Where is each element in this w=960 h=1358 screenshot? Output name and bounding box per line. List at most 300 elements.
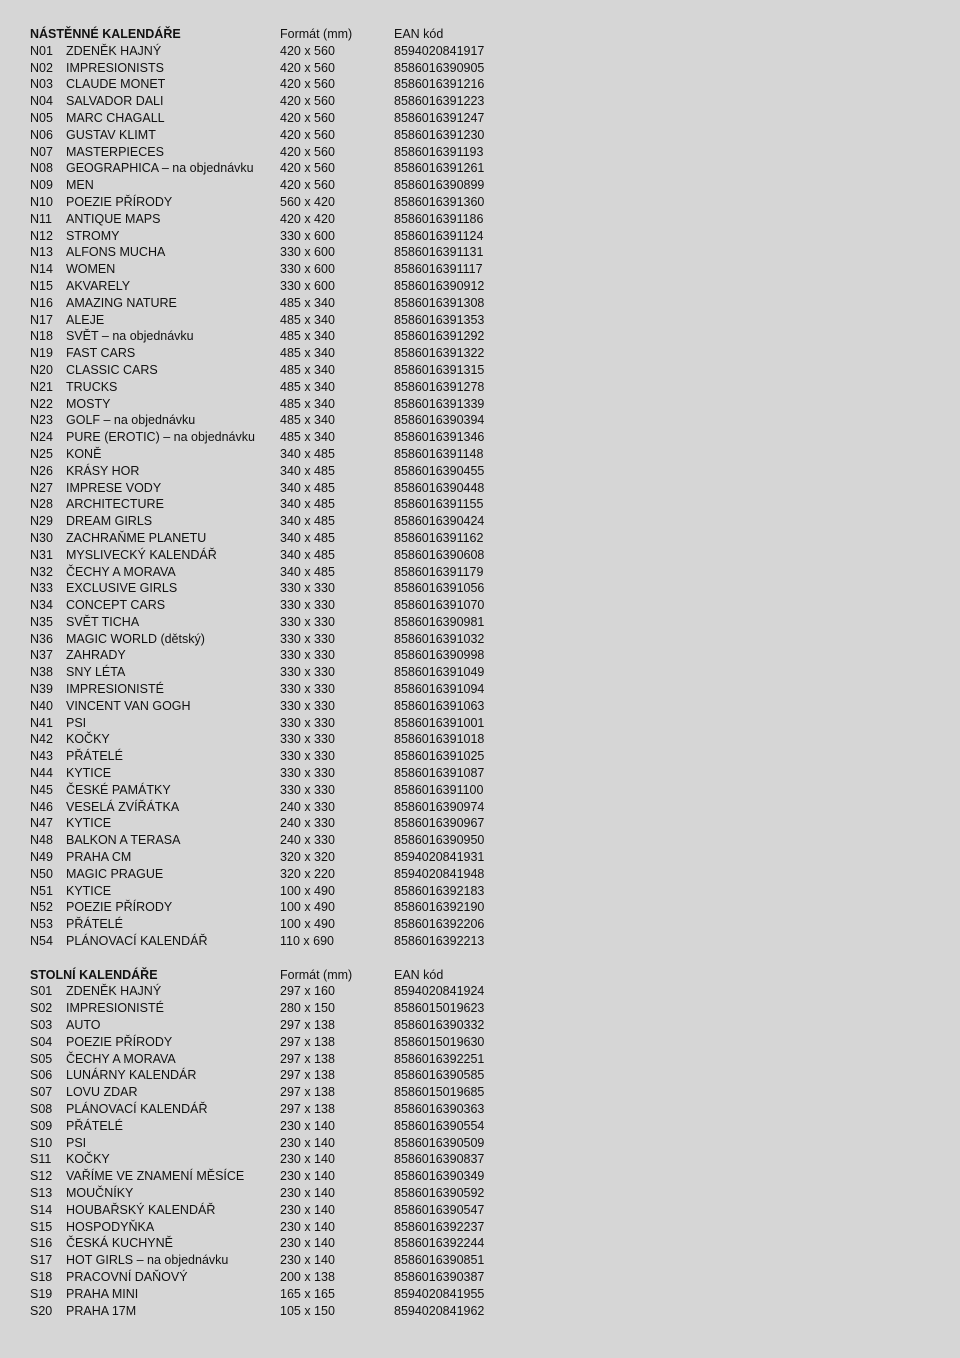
table-row: [0, 1017, 960, 1034]
item-ean: 8586015019685: [394, 1085, 485, 1100]
item-format: 485 x 340: [280, 329, 335, 344]
item-code: S01: [30, 984, 53, 999]
item-code: N26: [30, 463, 53, 478]
section-title: NÁSTĚNNÉ KALENDÁŘE: [30, 27, 181, 41]
item-format: 297 x 160: [280, 984, 335, 999]
item-code: S11: [30, 1152, 52, 1167]
item-name: AKVARELY: [66, 278, 131, 293]
item-code: N12: [30, 228, 53, 243]
item-format: 330 x 600: [280, 278, 335, 293]
table-row: [0, 513, 960, 530]
item-ean: 8586016392251: [394, 1051, 485, 1066]
item-ean: 8586016390905: [394, 60, 485, 75]
item-format: 340 x 485: [280, 463, 335, 478]
table-row: [0, 547, 960, 564]
item-name: HOT GIRLS – na objednávku: [66, 1253, 229, 1268]
item-code: N01: [30, 43, 53, 58]
item-format: 340 x 485: [280, 446, 335, 461]
item-format: 105 x 150: [280, 1303, 335, 1318]
item-name: PRAHA CM: [66, 850, 132, 865]
item-format: 330 x 330: [280, 598, 335, 613]
item-code: S12: [30, 1169, 53, 1184]
item-name: SVĚT TICHA: [66, 614, 140, 629]
item-format: 230 x 140: [280, 1152, 335, 1167]
table-row: [0, 228, 960, 245]
table-row: [0, 1252, 960, 1269]
item-name: POEZIE PŘÍRODY: [66, 194, 173, 209]
item-code: N03: [30, 77, 53, 92]
item-ean: 8586016390455: [394, 463, 485, 478]
item-name: PRACOVNÍ DAŇOVÝ: [66, 1269, 188, 1284]
item-code: S04: [30, 1034, 53, 1049]
item-ean: 8586016390547: [394, 1202, 485, 1217]
item-code: N06: [30, 127, 53, 142]
item-format: 340 x 485: [280, 480, 335, 495]
ean-column-header: EAN kód: [394, 27, 444, 41]
item-name: ZACHRAŇME PLANETU: [66, 530, 207, 545]
item-name: CLASSIC CARS: [66, 362, 158, 377]
item-ean: 8586016390509: [394, 1135, 485, 1150]
item-ean: 8586016390424: [394, 514, 485, 529]
item-name: PRAHA MINI: [66, 1286, 139, 1301]
item-format: 330 x 330: [280, 749, 335, 764]
item-ean: 8586016390981: [394, 614, 485, 629]
item-format: 165 x 165: [280, 1286, 335, 1301]
item-ean: 8594020841948: [394, 866, 485, 881]
item-format: 230 x 140: [280, 1185, 335, 1200]
item-code: N11: [30, 211, 53, 226]
item-format: 485 x 340: [280, 413, 335, 428]
table-row: [0, 396, 960, 413]
item-ean: 8586016392190: [394, 900, 485, 915]
table-row: [0, 1084, 960, 1101]
item-name: MOUČNÍKY: [66, 1185, 134, 1200]
item-format: 420 x 560: [280, 43, 335, 58]
table-row: [0, 496, 960, 513]
item-code: S18: [30, 1269, 53, 1284]
item-name: KOČKY: [66, 1152, 110, 1167]
item-ean: 8586016391315: [394, 362, 485, 377]
item-name: FAST CARS: [66, 346, 136, 361]
table-row: [0, 631, 960, 648]
item-format: 485 x 340: [280, 430, 335, 445]
item-code: N07: [30, 144, 53, 159]
item-name: KYTICE: [66, 883, 112, 898]
item-format: 420 x 560: [280, 161, 335, 176]
item-code: S16: [30, 1236, 53, 1251]
item-ean: 8586016390554: [394, 1118, 485, 1133]
item-ean: 8586016390837: [394, 1152, 485, 1167]
item-format: 330 x 330: [280, 614, 335, 629]
item-format: 297 x 138: [280, 1102, 335, 1116]
item-code: N15: [30, 278, 53, 293]
item-name: ZAHRADY: [66, 648, 126, 663]
item-ean: 8586016391193: [394, 144, 484, 159]
item-ean: 8586016392237: [394, 1219, 485, 1234]
item-code: N24: [30, 430, 53, 445]
item-format: 297 x 138: [280, 1051, 335, 1066]
item-name: GOLF – na objednávku: [66, 413, 196, 428]
item-format: 240 x 330: [280, 799, 335, 814]
item-ean: 8586016391322: [394, 346, 485, 361]
item-ean: 8586016391308: [394, 295, 485, 310]
table-row: [0, 916, 960, 933]
item-code: N02: [30, 60, 53, 75]
table-row: [0, 429, 960, 446]
item-code: N21: [30, 379, 53, 394]
table-row: [0, 362, 960, 379]
item-code: N05: [30, 110, 53, 125]
table-row: [0, 731, 960, 748]
item-name: IMPRESIONISTÉ: [66, 1001, 164, 1016]
item-format: 297 x 138: [280, 1068, 335, 1083]
item-ean: 8586016392183: [394, 883, 485, 898]
item-name: WOMEN: [66, 262, 116, 277]
item-name: KONĚ: [66, 446, 102, 461]
item-ean: 8586016390592: [394, 1185, 485, 1200]
item-code: N16: [30, 295, 53, 310]
item-code: S17: [30, 1253, 53, 1268]
item-ean: 8586016391339: [394, 396, 485, 411]
item-format: 100 x 490: [280, 883, 335, 898]
item-format: 330 x 330: [280, 648, 335, 663]
table-row: [0, 899, 960, 916]
item-name: IMPRESIONISTS: [66, 60, 164, 75]
table-row: [0, 1185, 960, 1202]
item-ean: 8586016391292: [394, 329, 485, 344]
item-ean: 8586016392213: [394, 934, 485, 949]
table-row: [0, 597, 960, 614]
item-code: N47: [30, 816, 53, 831]
table-row: [0, 177, 960, 194]
item-ean: 8594020841962: [394, 1303, 485, 1318]
item-ean: 8586015019623: [394, 1001, 485, 1016]
table-row: [0, 1286, 960, 1303]
item-format: 340 x 485: [280, 547, 335, 562]
desk-calendars-section: [0, 967, 960, 1320]
item-name: KRÁSY HOR: [66, 463, 140, 478]
item-code: S13: [30, 1185, 53, 1200]
item-name: TRUCKS: [66, 379, 118, 394]
item-format: 100 x 490: [280, 917, 335, 932]
table-row: [0, 1118, 960, 1135]
item-code: N39: [30, 682, 53, 697]
item-ean: 8586016390332: [394, 1018, 485, 1033]
item-format: 340 x 485: [280, 514, 335, 529]
table-row: [0, 1303, 960, 1320]
item-ean: 8586016391049: [394, 665, 485, 680]
item-code: N10: [30, 194, 53, 209]
item-code: S08: [30, 1102, 53, 1116]
item-format: 330 x 330: [280, 665, 335, 680]
item-name: SVĚT – na objednávku: [66, 329, 194, 344]
item-ean: 8586016390349: [394, 1169, 485, 1184]
item-name: SALVADOR DALI: [66, 94, 164, 109]
item-format: 340 x 485: [280, 497, 335, 512]
item-format: 297 x 138: [280, 1085, 335, 1100]
format-column-header: Formát (mm): [280, 967, 353, 982]
item-ean: 8586016391131: [394, 245, 484, 260]
item-ean: 8586016391094: [394, 682, 485, 697]
item-name: GEOGRAPHICA – na objednávku: [66, 161, 254, 176]
item-format: 485 x 340: [280, 362, 335, 377]
item-format: 420 x 420: [280, 211, 335, 226]
item-code: N42: [30, 732, 53, 747]
item-ean: 8586016391100: [394, 782, 484, 797]
item-format: 280 x 150: [280, 1001, 335, 1016]
item-format: 230 x 140: [280, 1253, 335, 1268]
item-ean: 8586016391032: [394, 631, 485, 646]
item-ean: 8586016391087: [394, 766, 485, 781]
item-name: PLÁNOVACÍ KALENDÁŘ: [66, 934, 208, 949]
item-name: MYSLIVECKÝ KALENDÁŘ: [66, 547, 217, 562]
item-code: N04: [30, 94, 53, 109]
table-row: [0, 1135, 960, 1152]
item-name: MASTERPIECES: [66, 144, 164, 159]
table-row: [0, 312, 960, 329]
table-row: [0, 211, 960, 228]
item-ean: 8586016391124: [394, 228, 484, 243]
item-code: S10: [30, 1135, 53, 1150]
item-code: N45: [30, 782, 53, 797]
table-row: [0, 127, 960, 144]
item-code: N46: [30, 799, 53, 814]
item-name: ČESKÉ PAMÁTKY: [66, 782, 171, 797]
item-name: KYTICE: [66, 766, 112, 781]
item-name: KOČKY: [66, 732, 110, 747]
item-code: N40: [30, 698, 53, 713]
item-ean: 8586016391070: [394, 598, 485, 613]
item-ean: 8586015019630: [394, 1034, 485, 1049]
table-row: [0, 463, 960, 480]
table-row: [0, 614, 960, 631]
table-row: [0, 93, 960, 110]
item-code: N31: [30, 547, 53, 562]
item-name: PSI: [66, 1135, 87, 1150]
table-row: [0, 580, 960, 597]
section-header: [0, 967, 960, 984]
table-row: [0, 60, 960, 77]
item-code: S19: [30, 1286, 53, 1301]
item-format: 485 x 340: [280, 396, 335, 411]
item-format: 330 x 330: [280, 715, 335, 730]
item-ean: 8586016391278: [394, 379, 485, 394]
table-body: [0, 983, 960, 1319]
table-row: [0, 43, 960, 60]
item-code: N50: [30, 866, 53, 881]
item-ean: 8586016390608: [394, 547, 485, 562]
item-code: S15: [30, 1219, 53, 1234]
item-name: CLAUDE MONET: [66, 77, 166, 92]
item-format: 320 x 320: [280, 850, 335, 865]
item-ean: 8586016390967: [394, 816, 485, 831]
item-name: STROMY: [66, 228, 120, 243]
item-ean: 8586016391346: [394, 430, 485, 445]
item-name: CONCEPT CARS: [66, 598, 166, 613]
item-format: 297 x 138: [280, 1018, 335, 1033]
item-format: 420 x 560: [280, 94, 335, 109]
item-code: N30: [30, 530, 53, 545]
item-ean: 8586016391148: [394, 446, 484, 461]
item-code: N33: [30, 581, 53, 596]
table-row: [0, 698, 960, 715]
item-format: 340 x 485: [280, 564, 335, 579]
item-name: KYTICE: [66, 816, 112, 831]
item-name: POEZIE PŘÍRODY: [66, 1034, 173, 1049]
item-format: 485 x 340: [280, 379, 335, 394]
item-format: 330 x 330: [280, 698, 335, 713]
item-format: 330 x 330: [280, 631, 335, 646]
item-name: ZDENĚK HAJNÝ: [66, 43, 162, 58]
item-code: N22: [30, 396, 53, 411]
item-code: N43: [30, 749, 53, 764]
section-title: STOLNÍ KALENDÁŘE: [30, 967, 158, 982]
table-row: [0, 1202, 960, 1219]
item-ean: 8586016390448: [394, 480, 485, 495]
item-name: EXCLUSIVE GIRLS: [66, 581, 178, 596]
item-code: S05: [30, 1051, 53, 1066]
item-name: MOSTY: [66, 396, 111, 411]
item-name: PŘÁTELÉ: [66, 749, 123, 764]
table-row: [0, 1219, 960, 1236]
item-code: S20: [30, 1303, 53, 1318]
table-row: [0, 832, 960, 849]
item-ean: 8586016391117: [394, 262, 483, 277]
item-ean: 8586016391353: [394, 312, 485, 327]
item-name: AUTO: [66, 1018, 101, 1033]
item-ean: 8586016392206: [394, 917, 485, 932]
item-ean: 8586016391247: [394, 110, 485, 125]
item-name: ALFONS MUCHA: [66, 245, 166, 260]
table-row: [0, 379, 960, 396]
item-ean: 8586016391018: [394, 732, 485, 747]
item-ean: 8586016391162: [394, 530, 484, 545]
item-format: 330 x 330: [280, 581, 335, 596]
item-name: MAGIC WORLD (dětský): [66, 631, 205, 646]
item-format: 200 x 138: [280, 1269, 335, 1284]
item-format: 240 x 330: [280, 816, 335, 831]
item-code: N17: [30, 312, 53, 327]
table-row: [0, 765, 960, 782]
item-ean: 8586016390394: [394, 413, 485, 428]
item-name: SNY LÉTA: [66, 665, 126, 680]
table-row: [0, 782, 960, 799]
table-row: [0, 647, 960, 664]
table-row: [0, 76, 960, 93]
item-code: N09: [30, 178, 53, 193]
table-row: [0, 412, 960, 429]
item-name: MEN: [66, 178, 94, 193]
item-code: N27: [30, 480, 53, 495]
item-format: 240 x 330: [280, 833, 335, 848]
item-format: 100 x 490: [280, 900, 335, 915]
item-format: 330 x 600: [280, 245, 335, 260]
item-ean: 8586016390851: [394, 1253, 485, 1268]
item-format: 320 x 220: [280, 866, 335, 881]
item-ean: 8586016391179: [394, 564, 484, 579]
item-code: N32: [30, 564, 53, 579]
table-row: [0, 1000, 960, 1017]
item-name: ARCHITECTURE: [66, 497, 164, 512]
item-ean: 8586016390974: [394, 799, 485, 814]
item-code: S03: [30, 1018, 53, 1033]
item-ean: 8586016391223: [394, 94, 485, 109]
table-row: [0, 446, 960, 463]
item-code: N41: [30, 715, 53, 730]
item-name: ALEJE: [66, 312, 105, 327]
item-code: S09: [30, 1118, 53, 1133]
item-format: 420 x 560: [280, 60, 335, 75]
item-code: N13: [30, 245, 53, 260]
section-header: [0, 26, 960, 43]
item-format: 485 x 340: [280, 346, 335, 361]
item-format: 330 x 330: [280, 732, 335, 747]
table-row: [0, 530, 960, 547]
item-format: 230 x 140: [280, 1202, 335, 1217]
item-code: N19: [30, 346, 53, 361]
table-row: [0, 1067, 960, 1084]
item-name: VAŘÍME VE ZNAMENÍ MĚSÍCE: [66, 1169, 245, 1184]
item-format: 420 x 560: [280, 178, 335, 193]
item-name: ČESKÁ KUCHYNĚ: [66, 1236, 173, 1251]
item-code: N20: [30, 362, 53, 377]
table-row: [0, 664, 960, 681]
item-name: DREAM GIRLS: [66, 514, 153, 529]
item-name: LOVU ZDAR: [66, 1085, 138, 1100]
item-format: 420 x 560: [280, 110, 335, 125]
item-code: N48: [30, 833, 53, 848]
item-code: S06: [30, 1068, 53, 1083]
item-format: 297 x 138: [280, 1034, 335, 1049]
item-ean: 8586016392244: [394, 1236, 485, 1251]
item-ean: 8586016391216: [394, 77, 485, 92]
item-name: ČECHY A MORAVA: [66, 1051, 176, 1066]
table-row: [0, 278, 960, 295]
item-ean: 8586016391056: [394, 581, 485, 596]
item-code: S02: [30, 1001, 53, 1016]
wall-calendars-section: [0, 26, 960, 950]
item-code: N36: [30, 631, 53, 646]
item-ean: 8586016391001: [394, 715, 485, 730]
item-ean: 8594020841917: [394, 43, 485, 58]
item-ean: 8586016390363: [394, 1102, 485, 1116]
table-row: [0, 194, 960, 211]
item-ean: 8586016391063: [394, 698, 485, 713]
item-format: 330 x 330: [280, 782, 335, 797]
item-name: ANTIQUE MAPS: [66, 211, 161, 226]
item-name: GUSTAV KLIMT: [66, 127, 156, 142]
table-row: [0, 933, 960, 950]
table-row: [0, 1269, 960, 1286]
item-name: LUNÁRNY KALENDÁR: [66, 1068, 197, 1083]
item-code: N37: [30, 648, 53, 663]
table-row: [0, 849, 960, 866]
table-row: [0, 110, 960, 127]
table-row: [0, 1168, 960, 1185]
item-code: N53: [30, 917, 53, 932]
table-row: [0, 799, 960, 816]
table-row: [0, 866, 960, 883]
item-format: 420 x 560: [280, 144, 335, 159]
table-row: [0, 345, 960, 362]
table-row: [0, 1151, 960, 1168]
item-format: 230 x 140: [280, 1135, 335, 1150]
table-row: [0, 1051, 960, 1068]
item-name: HOSPODYŇKA: [66, 1219, 155, 1234]
item-format: 560 x 420: [280, 194, 335, 209]
item-ean: 8594020841955: [394, 1286, 485, 1301]
item-code: S07: [30, 1085, 53, 1100]
